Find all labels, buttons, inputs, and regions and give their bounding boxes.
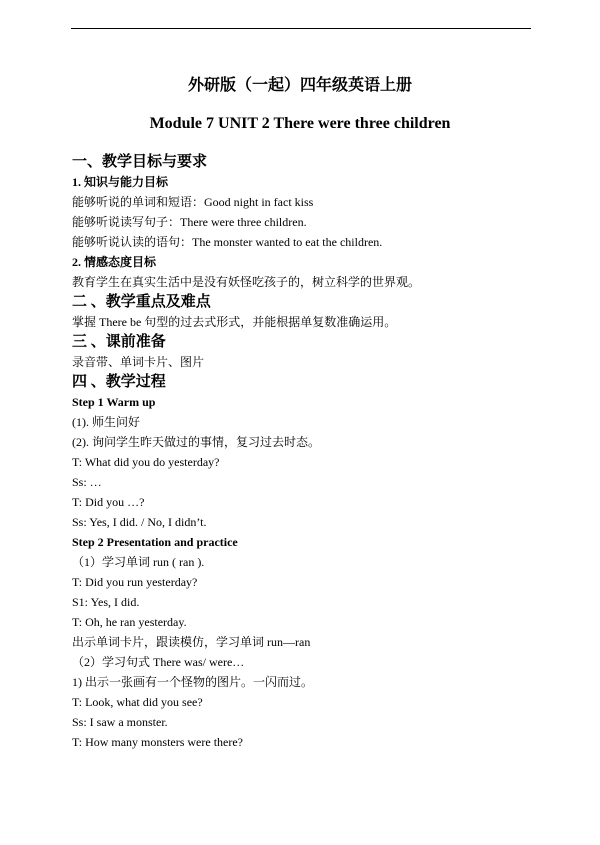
- text-line: （2）学习句式 There was/ were…: [72, 655, 245, 669]
- section-heading: 三 、课前准备: [72, 334, 166, 350]
- text-line: (2). 询问学生昨天做过的事情，复习过去时态。: [72, 435, 320, 449]
- text-line: Ss: I saw a monster.: [72, 715, 168, 729]
- text-line: (1). 师生问好: [72, 415, 140, 429]
- text-line: 能够听说认读的语句：The monster wanted to eat the children.: [72, 235, 383, 249]
- subsection-heading: 2. 情感态度目标: [72, 255, 157, 269]
- document-body: [72, 152, 532, 752]
- subsection-heading: 1. 知识与能力目标: [72, 175, 169, 189]
- text-line: Ss: …: [72, 475, 102, 489]
- text-line: （1）学习单词 run ( ran ).: [72, 555, 205, 569]
- subsection-heading: Step 2 Presentation and practice: [72, 535, 238, 549]
- section-heading: 一、教学目标与要求: [72, 154, 208, 170]
- text-line: Ss: Yes, I did. / No, I didn’t.: [72, 515, 207, 529]
- text-line: 1) 出示一张画有一个怪物的图片。一闪而过。: [72, 675, 313, 689]
- text-line: 能够听说的单词和短语：Good night in fact kiss: [72, 195, 314, 209]
- subsection-heading: Step 1 Warm up: [72, 395, 156, 409]
- document-title: 外研版（一起）四年级英语上册: [187, 77, 412, 94]
- text-line: T: Did you run yesterday?: [72, 575, 198, 589]
- section-heading: 四 、教学过程: [72, 374, 166, 390]
- text-line: T: Look, what did you see?: [72, 695, 203, 709]
- document-subtitle: Module 7 UNIT 2 There were three children: [149, 115, 451, 132]
- text-line: S1: Yes, I did.: [72, 595, 140, 609]
- text-line: T: What did you do yesterday?: [72, 455, 220, 469]
- text-line: 录音带、单词卡片、图片: [72, 355, 205, 369]
- text-line: T: Did you …?: [72, 495, 145, 509]
- text-line: 出示单词卡片，跟读模仿，学习单词 run—ran: [72, 635, 311, 649]
- text-line: T: Oh, he ran yesterday.: [72, 615, 187, 629]
- text-line: 能够听说读写句子：There were three children.: [72, 215, 307, 229]
- text-line: T: How many monsters were there?: [72, 735, 244, 749]
- header-rule: [71, 28, 531, 29]
- section-heading: 二 、教学重点及难点: [72, 294, 211, 310]
- text-line: 教育学生在真实生活中是没有妖怪吃孩子的，树立科学的世界观。: [72, 275, 421, 289]
- text-line: 掌握 There be 句型的过去式形式，并能根据单复数准确运用。: [72, 315, 397, 329]
